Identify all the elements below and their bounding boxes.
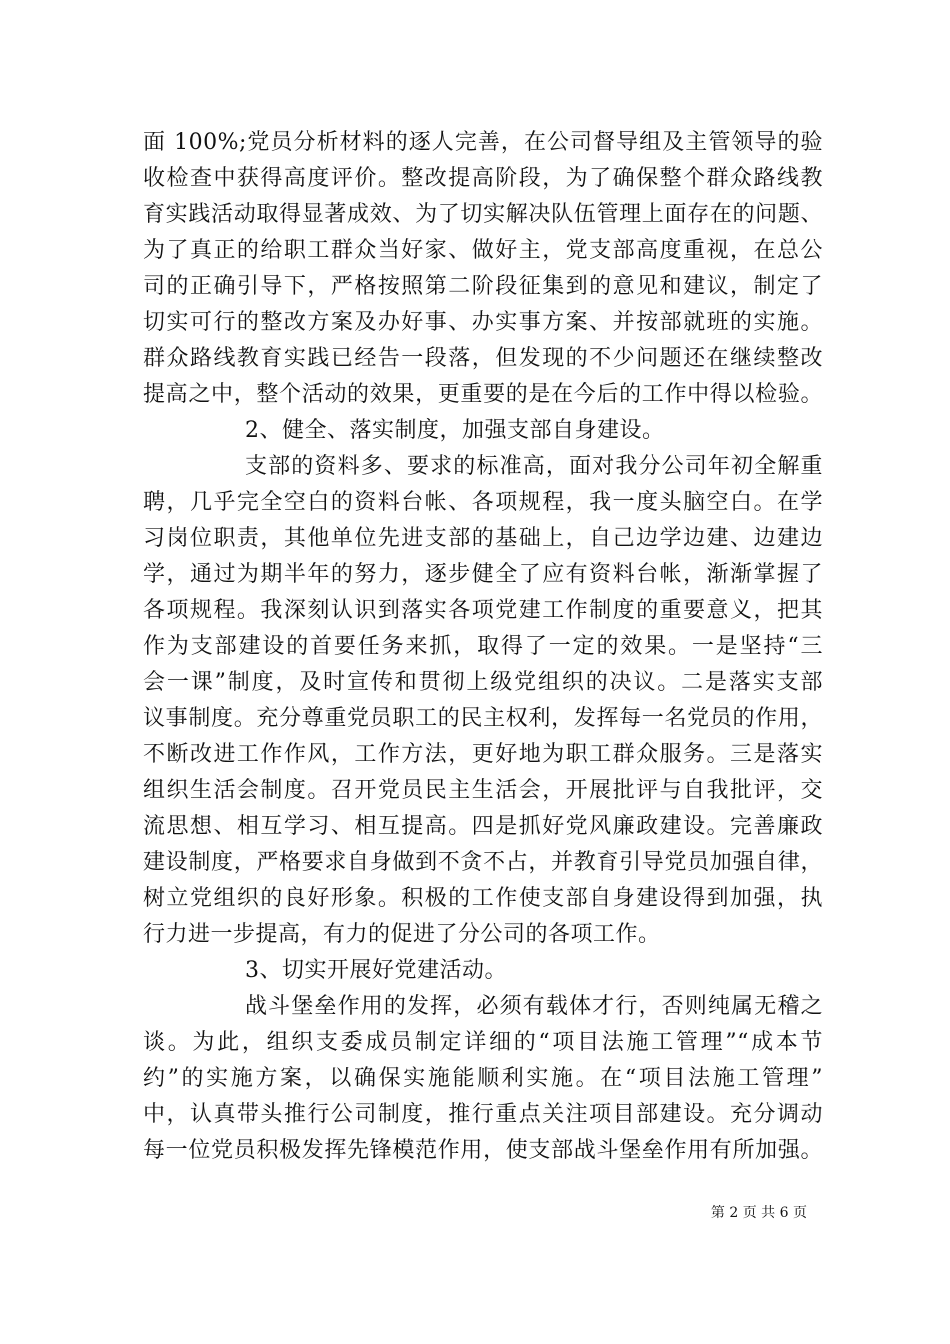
text-line-4: 为了真正的给职工群众当好家、做好主，党支部高度重视，在总公: [143, 238, 823, 263]
text-line-11: 聘，几乎完全空白的资料台帐、各项规程，我一度头脑空白。在学: [143, 490, 823, 515]
section-heading-2: 2、健全、落实制度，加强支部自身建设。: [245, 418, 665, 443]
text-line-23: 行力进一步提高，有力的促进了分公司的各项工作。: [143, 922, 661, 947]
text-line-13: 学，通过为期半年的努力，逐步健全了应有资料台帐，渐渐掌握了: [143, 562, 823, 587]
text-line-20: 流思想、相互学习、相互提高。四是抓好党风廉政建设。完善廉政: [143, 814, 823, 839]
text-line-26: 谈。为此，组织支委成员制定详细的“项目法施工管理”“成本节: [143, 1030, 823, 1055]
page-number-footer: 第 2 页 共 6 页: [710, 1205, 807, 1221]
text-line-10: 支部的资料多、要求的标准高，面对我分公司年初全解重: [245, 454, 823, 479]
text-line-25: 战斗堡垒作用的发挥，必须有载体才行，否则纯属无稽之: [245, 994, 823, 1019]
text-line-12: 习岗位职责，其他单位先进支部的基础上，自己边学边建、边建边: [143, 526, 823, 551]
text-line-8: 提高之中，整个活动的效果，更重要的是在今后的工作中得以检验。: [143, 382, 823, 407]
text-line-15: 作为支部建设的首要任务来抓，取得了一定的效果。一是坚持“三: [143, 634, 823, 659]
text-line-28: 中，认真带头推行公司制度，推行重点关注项目部建设。充分调动: [143, 1102, 823, 1127]
text-line-17: 议事制度。充分尊重党员职工的民主权利，发挥每一名党员的作用，: [143, 706, 823, 731]
text-line-6: 切实可行的整改方案及办好事、办实事方案、并按部就班的实施。: [143, 310, 823, 335]
text-line-2: 收检查中获得高度评价。整改提高阶段，为了确保整个群众路线教: [143, 166, 823, 191]
text-line-3: 育实践活动取得显著成效、为了切实解决队伍管理上面存在的问题、: [143, 202, 823, 227]
section-heading-3: 3、切实开展好党建活动。: [245, 958, 507, 983]
text-line-1: 面 100%;党员分析材料的逐人完善，在公司督导组及主管领导的验: [143, 130, 823, 155]
text-line-27: 约”的实施方案，以确保实施能顺利实施。在“项目法施工管理”: [143, 1066, 823, 1091]
text-line-19: 组织生活会制度。召开党员民主生活会，开展批评与自我批评，交: [143, 778, 823, 803]
text-line-14: 各项规程。我深刻认识到落实各项党建工作制度的重要意义，把其: [143, 598, 823, 623]
text-line-16: 会一课”制度，及时宣传和贯彻上级党组织的决议。二是落实支部: [143, 670, 823, 695]
text-line-5: 司的正确引导下，严格按照第二阶段征集到的意见和建议，制定了: [143, 274, 823, 299]
text-line-29: 每一位党员积极发挥先锋模范作用，使支部战斗堡垒作用有所加强。: [143, 1138, 823, 1163]
text-line-21: 建设制度，严格要求自身做到不贪不占，并教育引导党员加强自律，: [143, 850, 823, 875]
text-line-22: 树立党组织的良好形象。积极的工作使支部自身建设得到加强，执: [143, 886, 823, 911]
text-line-18: 不断改进工作作风，工作方法，更好地为职工群众服务。三是落实: [143, 742, 823, 767]
text-line-7: 群众路线教育实践已经告一段落，但发现的不少问题还在继续整改: [143, 346, 823, 371]
